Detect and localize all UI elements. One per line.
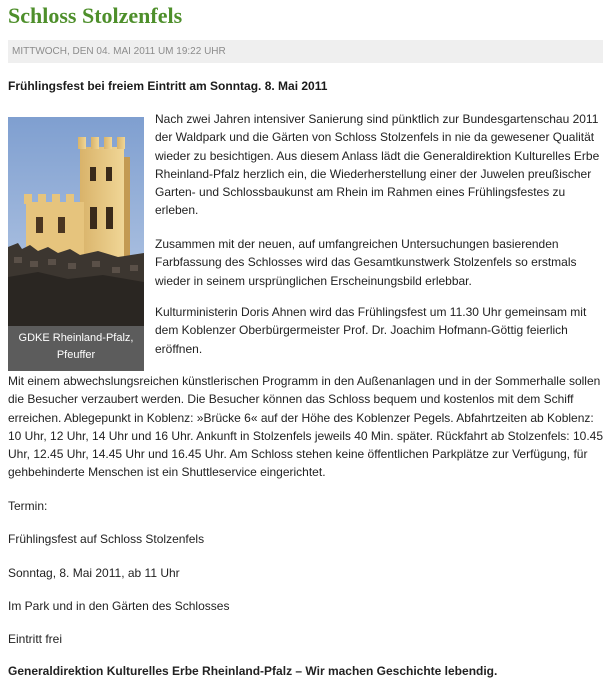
image-caption: [8, 326, 144, 371]
article-dateline: MITTWOCH, DEN 04. MAI 2011 UM 19:22 UHR: [8, 40, 603, 63]
event-date: Sonntag, 8. Mai 2011, ab 11 Uhr: [8, 566, 180, 580]
article-figure: [8, 117, 144, 377]
article-footer-slogan: Generaldirektion Kulturelles Erbe Rheinland-Pfalz – Wir machen Geschichte lebendig.: [8, 664, 498, 678]
article-paragraph: Zusammen mit der neuen, auf umfangreichen Untersuchungen basierenden Farbfassung des Schlosses wird das Gesamtkunstwerk Stolzenfels so erstmals wieder in seinem ursprünglichen Erscheinungsbild erlebbar.: [155, 237, 577, 288]
image-caption-line: GDKE Rheinland-Pfalz,: [18, 332, 134, 344]
castle-illustration: [8, 117, 144, 326]
event-location: Im Park und in den Gärten des Schlosses: [8, 599, 230, 613]
image-caption-line: Pfeuffer: [56, 349, 96, 361]
article-paragraph: Mit einem abwechslungsreichen künstlerischen Programm in den Außenanlagen und in der Sommerhalle sollen die Besucher verzaubert werden. Die Besucher können das Schloss bequem und kostenlos mit dem Schiff erreichen. Ablegepunkt in Koblenz: »Brücke 6« auf der Höhe des Koblenzer Pegels. Abfahrtzeiten ab Koblenz: 10 Uhr, 12 Uhr, 14 Uhr und 16 Uhr. Ankunft in Stolzenfels jeweils 40 Min. später. Rückfahrt ab Stolzenfels: 10.45 Uhr, 12.45 Uhr, 14.45 Uhr und 16.45 Uhr. Am Schloss stehen keine öffentlichen Parkplätze zur Verfügung, für gehbehinderte Menschen ist ein Shuttleservice eingerichtet.: [8, 374, 604, 480]
article-subhead: Frühlingsfest bei freiem Eintritt am Sonntag. 8. Mai 2011: [8, 79, 328, 93]
event-admission: Eintritt frei: [8, 632, 63, 646]
article-paragraph: Kulturministerin Doris Ahnen wird das Frühlingsfest um 11.30 Uhr gemeinsam mit dem Koblenzer Oberbürgermeister Prof. Dr. Joachim Hofmann-Göttig feierlich eröffnen.: [155, 305, 587, 356]
article-paragraph: Nach zwei Jahren intensiver Sanierung sind pünktlich zur Bundesgartenschau 2011 der Waldpark und die Gärten von Schloss Stolzenfels in nie da gewesener Qualität wieder zu besichtigen. Aus diesem Anlass lädt die Generaldirektion Kulturelles Erbe Rheinland-Pfalz herzlich ein, die Wiederherstellung einer der Juwelen preußischer Garten- und Schlossbaukunst am Rhein im Rahmen eines Frühlingsfestes zu erleben.: [155, 112, 600, 218]
event-label: Termin:: [8, 499, 48, 513]
event-name: Frühlingsfest auf Schloss Stolzenfels: [8, 532, 205, 546]
castle-photo: [8, 117, 144, 326]
article-title[interactable]: Schloss Stolzenfels: [8, 3, 183, 28]
